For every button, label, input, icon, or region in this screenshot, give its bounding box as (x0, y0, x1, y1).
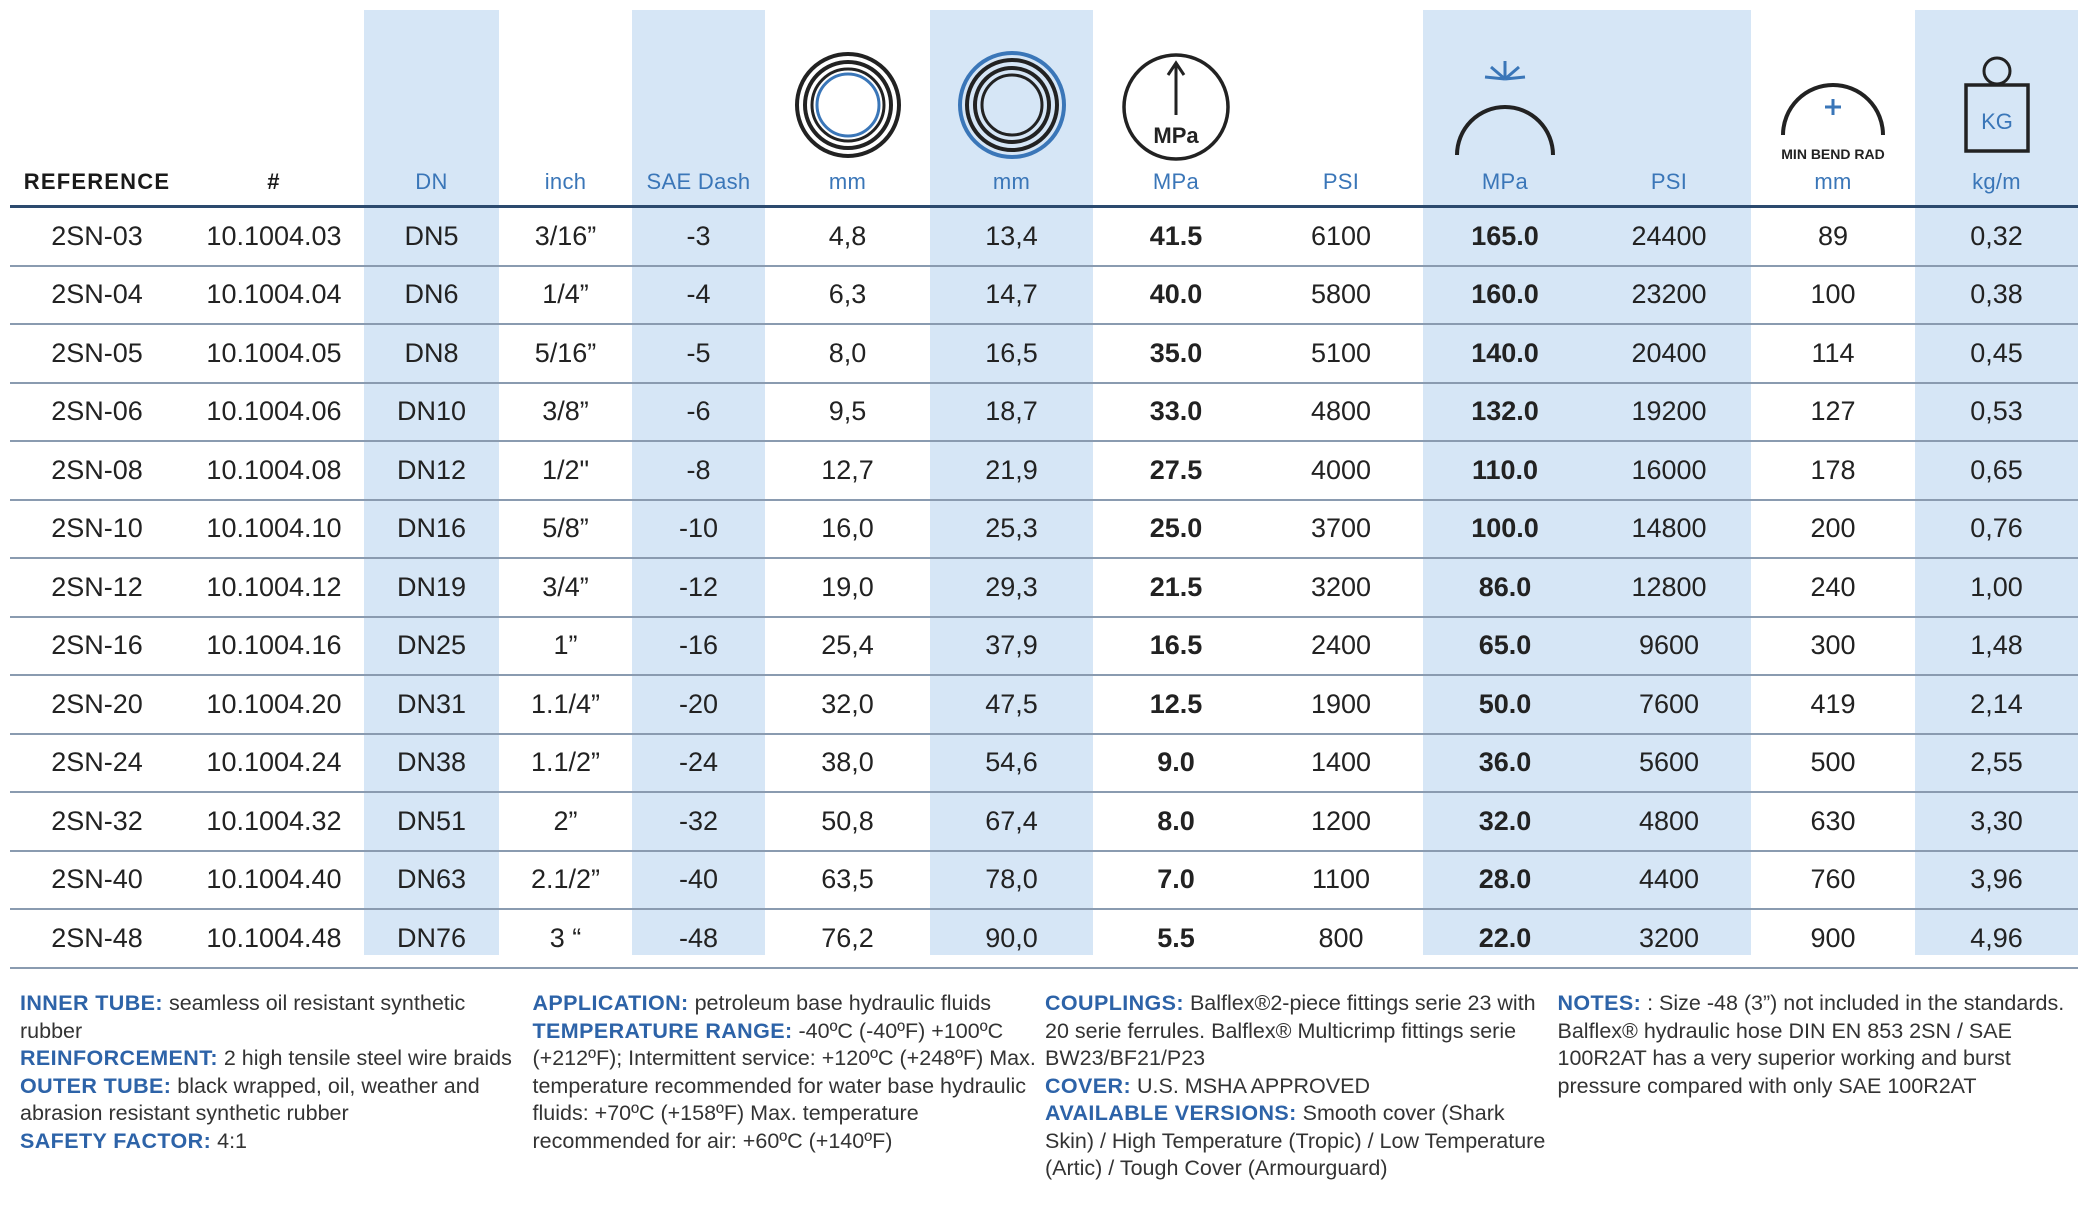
table-cell: 10.1004.08 (184, 441, 364, 500)
table-cell: 6100 (1259, 207, 1423, 266)
table-cell: 2,55 (1915, 734, 2078, 793)
table-cell: 10.1004.06 (184, 383, 364, 442)
table-cell: 3700 (1259, 500, 1423, 559)
table-cell: 3200 (1259, 558, 1423, 617)
table-cell: 1/4” (499, 266, 632, 325)
column-header-label: PSI (1322, 169, 1360, 194)
table-cell: 1200 (1259, 792, 1423, 851)
table-cell: 1.1/2” (499, 734, 632, 793)
column-header (1093, 10, 1259, 207)
table-cell: 10.1004.32 (184, 792, 364, 851)
table-cell: 10.1004.12 (184, 558, 364, 617)
column-header-label: MPa (1481, 169, 1529, 194)
table-row (10, 558, 2078, 617)
table-cell: 5100 (1259, 324, 1423, 383)
table-cell: 2SN-48 (10, 909, 184, 968)
table-cell: 41.5 (1093, 207, 1259, 266)
notes-column (533, 990, 1046, 1183)
table-cell: 47,5 (930, 675, 1093, 734)
table-cell: 10.1004.40 (184, 851, 364, 910)
note-text: 4:1 (211, 1128, 248, 1153)
note-text: seamless oil resistant synthetic rubber (20, 991, 466, 1043)
table-cell: DN76 (364, 909, 499, 968)
column-header (1587, 10, 1751, 207)
weight-icon (1915, 41, 2078, 169)
table-cell: 5/16” (499, 324, 632, 383)
table-cell: 4800 (1587, 792, 1751, 851)
table-cell: 13,4 (930, 207, 1093, 266)
column-header (499, 10, 632, 207)
table-cell: 32.0 (1423, 792, 1587, 851)
column-header (765, 10, 930, 207)
table-cell: -48 (632, 909, 765, 968)
table-cell: 3 “ (499, 909, 632, 968)
bend-radius-icon (1751, 41, 1915, 169)
table-cell: 90,0 (930, 909, 1093, 968)
working-pressure-icon (1093, 41, 1259, 169)
note-paragraph (1045, 1100, 1558, 1183)
table-cell: DN25 (364, 617, 499, 676)
table-cell: -32 (632, 792, 765, 851)
column-header (10, 10, 184, 207)
note-key: NOTES: (1557, 991, 1642, 1015)
table-cell: -12 (632, 558, 765, 617)
table-cell: DN38 (364, 734, 499, 793)
note-key: AVAILABLE VERSIONS: (1045, 1101, 1297, 1125)
column-header (1915, 10, 2078, 207)
table-cell: 4,96 (1915, 909, 2078, 968)
note-paragraph (20, 990, 533, 1045)
table-cell: 24400 (1587, 207, 1751, 266)
table-cell: 127 (1751, 383, 1915, 442)
note-text: Smooth cover (Shark Skin) / High Temperature (Tropic) / Low Temperature (Artic) / Tough Cover (Armourguard) (1045, 1101, 1546, 1180)
table-cell: 3/4” (499, 558, 632, 617)
table-cell: 9.0 (1093, 734, 1259, 793)
table-cell: 10.1004.10 (184, 500, 364, 559)
note-text: 2 high tensile steel wire braids (217, 1046, 512, 1070)
table-cell: 10.1004.48 (184, 909, 364, 968)
table-cell: DN12 (364, 441, 499, 500)
table-cell: 9,5 (765, 383, 930, 442)
note-key: REINFORCEMENT: (20, 1046, 218, 1070)
table-row (10, 324, 2078, 383)
table-cell: 12.5 (1093, 675, 1259, 734)
table-cell: 240 (1751, 558, 1915, 617)
column-header (184, 10, 364, 207)
column-header-label: PSI (1650, 169, 1688, 194)
table-cell: 178 (1751, 441, 1915, 500)
outer-diameter-icon (930, 41, 1093, 169)
table-cell: 6,3 (765, 266, 930, 325)
table-cell: 50,8 (765, 792, 930, 851)
table-cell: 25,4 (765, 617, 930, 676)
table-cell: 4,8 (765, 207, 930, 266)
svg-text:MIN BEND RAD: MIN BEND RAD (1781, 146, 1885, 162)
table-cell: 2,14 (1915, 675, 2078, 734)
column-header-label: DN (415, 169, 448, 194)
notes-column (1045, 990, 1558, 1183)
note-paragraph (1045, 990, 1558, 1073)
note-text: petroleum base hydraulic fluids (688, 991, 991, 1015)
table-cell: 21.5 (1093, 558, 1259, 617)
table-cell: 2SN-16 (10, 617, 184, 676)
table-cell: 63,5 (765, 851, 930, 910)
table-cell: 10.1004.04 (184, 266, 364, 325)
table-cell: 10.1004.24 (184, 734, 364, 793)
table-cell: 40.0 (1093, 266, 1259, 325)
table-cell: 0,53 (1915, 383, 2078, 442)
table-cell: 35.0 (1093, 324, 1259, 383)
table-cell: 0,45 (1915, 324, 2078, 383)
table-cell: 25.0 (1093, 500, 1259, 559)
column-header-label: inch (544, 169, 587, 194)
column-header-label: mm (1814, 169, 1852, 194)
table-cell: -3 (632, 207, 765, 266)
note-paragraph (20, 1128, 533, 1156)
table-cell: 300 (1751, 617, 1915, 676)
notes-column (1558, 990, 2071, 1183)
table-cell: 12800 (1587, 558, 1751, 617)
table-cell: 19,0 (765, 558, 930, 617)
column-header-label: SAE Dash (646, 169, 751, 194)
table-cell: 54,6 (930, 734, 1093, 793)
note-key: COUPLINGS: (1045, 991, 1184, 1015)
table-cell: 1900 (1259, 675, 1423, 734)
table-cell: 18,7 (930, 383, 1093, 442)
table-cell: 22.0 (1423, 909, 1587, 968)
notes-column (20, 990, 533, 1183)
table-cell: 25,3 (930, 500, 1093, 559)
table-cell: 29,3 (930, 558, 1093, 617)
table-cell: 5600 (1587, 734, 1751, 793)
note-paragraph (1558, 990, 2071, 1018)
note-text: Balflex® hydraulic hose DIN EN 853 2SN / SAE 100R2AT has a very superior working and burst pressure compared with only SAE 100R2AT (1557, 1018, 2012, 1098)
table-cell: 140.0 (1423, 324, 1587, 383)
table-cell: -16 (632, 617, 765, 676)
table-cell: 200 (1751, 500, 1915, 559)
table-cell: 23200 (1587, 266, 1751, 325)
table-cell: 9600 (1587, 617, 1751, 676)
table-cell: 2SN-06 (10, 383, 184, 442)
table-row (10, 441, 2078, 500)
table-cell: 2SN-12 (10, 558, 184, 617)
column-header (1259, 10, 1423, 207)
note-text: : Size -48 (3”) not included in the standards. (1641, 991, 2065, 1015)
table-cell: 76,2 (765, 909, 930, 968)
table-cell: 3200 (1587, 909, 1751, 968)
table-cell: 36.0 (1423, 734, 1587, 793)
table-cell: 38,0 (765, 734, 930, 793)
table-cell: 20400 (1587, 324, 1751, 383)
column-header (632, 10, 765, 207)
table-row (10, 617, 2078, 676)
note-key: TEMPERATURE RANGE: (532, 1018, 793, 1043)
table-cell: 16,0 (765, 500, 930, 559)
table-row (10, 792, 2078, 851)
column-header-label: MPa (1152, 169, 1200, 194)
table-cell: 1” (499, 617, 632, 676)
table-cell: 16000 (1587, 441, 1751, 500)
burst-pressure-icon (1423, 41, 1587, 169)
table-cell: 67,4 (930, 792, 1093, 851)
note-paragraph (1558, 1018, 2071, 1101)
table-cell: 800 (1259, 909, 1423, 968)
table-cell: 5/8” (499, 500, 632, 559)
table-cell: 114 (1751, 324, 1915, 383)
table-row (10, 266, 2078, 325)
column-header-label: mm (828, 169, 867, 194)
table-cell: 110.0 (1423, 441, 1587, 500)
table-cell: 2.1/2” (499, 851, 632, 910)
table-cell: 16.5 (1093, 617, 1259, 676)
table-cell: 28.0 (1423, 851, 1587, 910)
table-cell: 4000 (1259, 441, 1423, 500)
table-cell: DN10 (364, 383, 499, 442)
note-paragraph (533, 1018, 1046, 1156)
table-cell: DN19 (364, 558, 499, 617)
table-cell: 0,76 (1915, 500, 2078, 559)
table-cell: 4800 (1259, 383, 1423, 442)
column-header-label: REFERENCE (23, 169, 171, 194)
table-cell: DN6 (364, 266, 499, 325)
table-cell: 0,32 (1915, 207, 2078, 266)
table-cell: 19200 (1587, 383, 1751, 442)
table-cell: 27.5 (1093, 441, 1259, 500)
table-cell: 2SN-03 (10, 207, 184, 266)
table-cell: 14800 (1587, 500, 1751, 559)
table-cell: -6 (632, 383, 765, 442)
note-paragraph (20, 1045, 533, 1073)
table-cell: 3,96 (1915, 851, 2078, 910)
table-cell: 86.0 (1423, 558, 1587, 617)
table-cell: 1.1/4” (499, 675, 632, 734)
table-cell: -5 (632, 324, 765, 383)
table-cell: 2SN-20 (10, 675, 184, 734)
column-header (1751, 10, 1915, 207)
note-paragraph (20, 1073, 533, 1128)
table-cell: 89 (1751, 207, 1915, 266)
table-cell: 1100 (1259, 851, 1423, 910)
note-key: INNER TUBE: (20, 991, 163, 1015)
table-cell: 5.5 (1093, 909, 1259, 968)
note-paragraph (533, 990, 1046, 1018)
column-header (930, 10, 1093, 207)
table-cell: 2SN-10 (10, 500, 184, 559)
table-cell: DN31 (364, 675, 499, 734)
inner-diameter-icon (765, 41, 930, 169)
table-row (10, 909, 2078, 968)
table-cell: 760 (1751, 851, 1915, 910)
table-cell: 1,00 (1915, 558, 2078, 617)
table-cell: 0,38 (1915, 266, 2078, 325)
table-cell: -4 (632, 266, 765, 325)
note-text: Balflex®2-piece fittings serie 23 with 20 serie ferrules. Balflex® Multicrimp fittings serie BW23/BF21/P23 (1045, 991, 1536, 1070)
note-text: U.S. MSHA APPROVED (1131, 1073, 1370, 1098)
table-cell: DN16 (364, 500, 499, 559)
table-cell: 10.1004.20 (184, 675, 364, 734)
note-text: -40ºC (-40ºF) +100ºC (+212ºF); Intermittent service: +120ºC (+248ºF) Max. temperature recommended for water base hydraulic fluids: +70ºC (+158ºF) Max. temperature recommended for air: +60ºC (+140ºF) (532, 1018, 1036, 1153)
table-row (10, 207, 2078, 266)
table-cell: 7600 (1587, 675, 1751, 734)
table-cell: 5800 (1259, 266, 1423, 325)
table-cell: 21,9 (930, 441, 1093, 500)
table-cell: 100.0 (1423, 500, 1587, 559)
table-cell: 3/16” (499, 207, 632, 266)
table-cell: -20 (632, 675, 765, 734)
table-cell: 65.0 (1423, 617, 1587, 676)
table-cell: 10.1004.05 (184, 324, 364, 383)
column-header-label: # (267, 169, 281, 194)
table-cell: DN63 (364, 851, 499, 910)
table-cell: 2SN-32 (10, 792, 184, 851)
table-row (10, 675, 2078, 734)
table-cell: 33.0 (1093, 383, 1259, 442)
column-header-label: mm (992, 169, 1031, 194)
svg-text:KG: KG (1980, 109, 2013, 134)
table-cell: 2SN-05 (10, 324, 184, 383)
hose-spec-table (10, 10, 2078, 969)
note-text: black wrapped, oil, weather and abrasion resistant synthetic rubber (20, 1073, 480, 1125)
table-cell: 1,48 (1915, 617, 2078, 676)
table-cell: -8 (632, 441, 765, 500)
table-cell: 900 (1751, 909, 1915, 968)
table-cell: 50.0 (1423, 675, 1587, 734)
table-cell: 132.0 (1423, 383, 1587, 442)
table-cell: 32,0 (765, 675, 930, 734)
notes-section (20, 990, 2070, 1183)
table-cell: 165.0 (1423, 207, 1587, 266)
table-row (10, 500, 2078, 559)
table-cell: -10 (632, 500, 765, 559)
table-cell: DN8 (364, 324, 499, 383)
table-cell: 2400 (1259, 617, 1423, 676)
hose-spec-table-wrapper (10, 10, 2078, 969)
table-cell: 12,7 (765, 441, 930, 500)
note-key: SAFETY FACTOR: (20, 1128, 212, 1153)
table-row (10, 734, 2078, 793)
table-cell: -40 (632, 851, 765, 910)
column-header (364, 10, 499, 207)
table-row (10, 851, 2078, 910)
table-cell: 16,5 (930, 324, 1093, 383)
table-cell: 8,0 (765, 324, 930, 383)
svg-text:MPa: MPa (1153, 123, 1199, 148)
column-header-label: kg/m (1972, 169, 2021, 194)
table-cell: 2SN-08 (10, 441, 184, 500)
table-cell: 3,30 (1915, 792, 2078, 851)
table-cell: 14,7 (930, 266, 1093, 325)
table-cell: 500 (1751, 734, 1915, 793)
table-cell: 37,9 (930, 617, 1093, 676)
table-cell: 2SN-04 (10, 266, 184, 325)
table-cell: 78,0 (930, 851, 1093, 910)
note-paragraph (1045, 1073, 1558, 1101)
table-cell: 100 (1751, 266, 1915, 325)
note-key: APPLICATION: (532, 991, 689, 1015)
table-cell: 419 (1751, 675, 1915, 734)
table-cell: 1400 (1259, 734, 1423, 793)
table-cell: 0,65 (1915, 441, 2078, 500)
table-cell: 1/2" (499, 441, 632, 500)
table-cell: 8.0 (1093, 792, 1259, 851)
note-key: COVER: (1045, 1073, 1132, 1098)
table-cell: 2” (499, 792, 632, 851)
column-header (1423, 10, 1587, 207)
table-cell: 3/8” (499, 383, 632, 442)
table-header-row (10, 10, 2078, 207)
table-cell: 2SN-24 (10, 734, 184, 793)
table-cell: 2SN-40 (10, 851, 184, 910)
table-row (10, 383, 2078, 442)
table-cell: 10.1004.16 (184, 617, 364, 676)
table-cell: DN5 (364, 207, 499, 266)
table-cell: -24 (632, 734, 765, 793)
table-cell: 4400 (1587, 851, 1751, 910)
table-cell: 160.0 (1423, 266, 1587, 325)
table-cell: 7.0 (1093, 851, 1259, 910)
table-cell: 10.1004.03 (184, 207, 364, 266)
table-cell: DN51 (364, 792, 499, 851)
note-key: OUTER TUBE: (20, 1073, 172, 1098)
table-cell: 630 (1751, 792, 1915, 851)
